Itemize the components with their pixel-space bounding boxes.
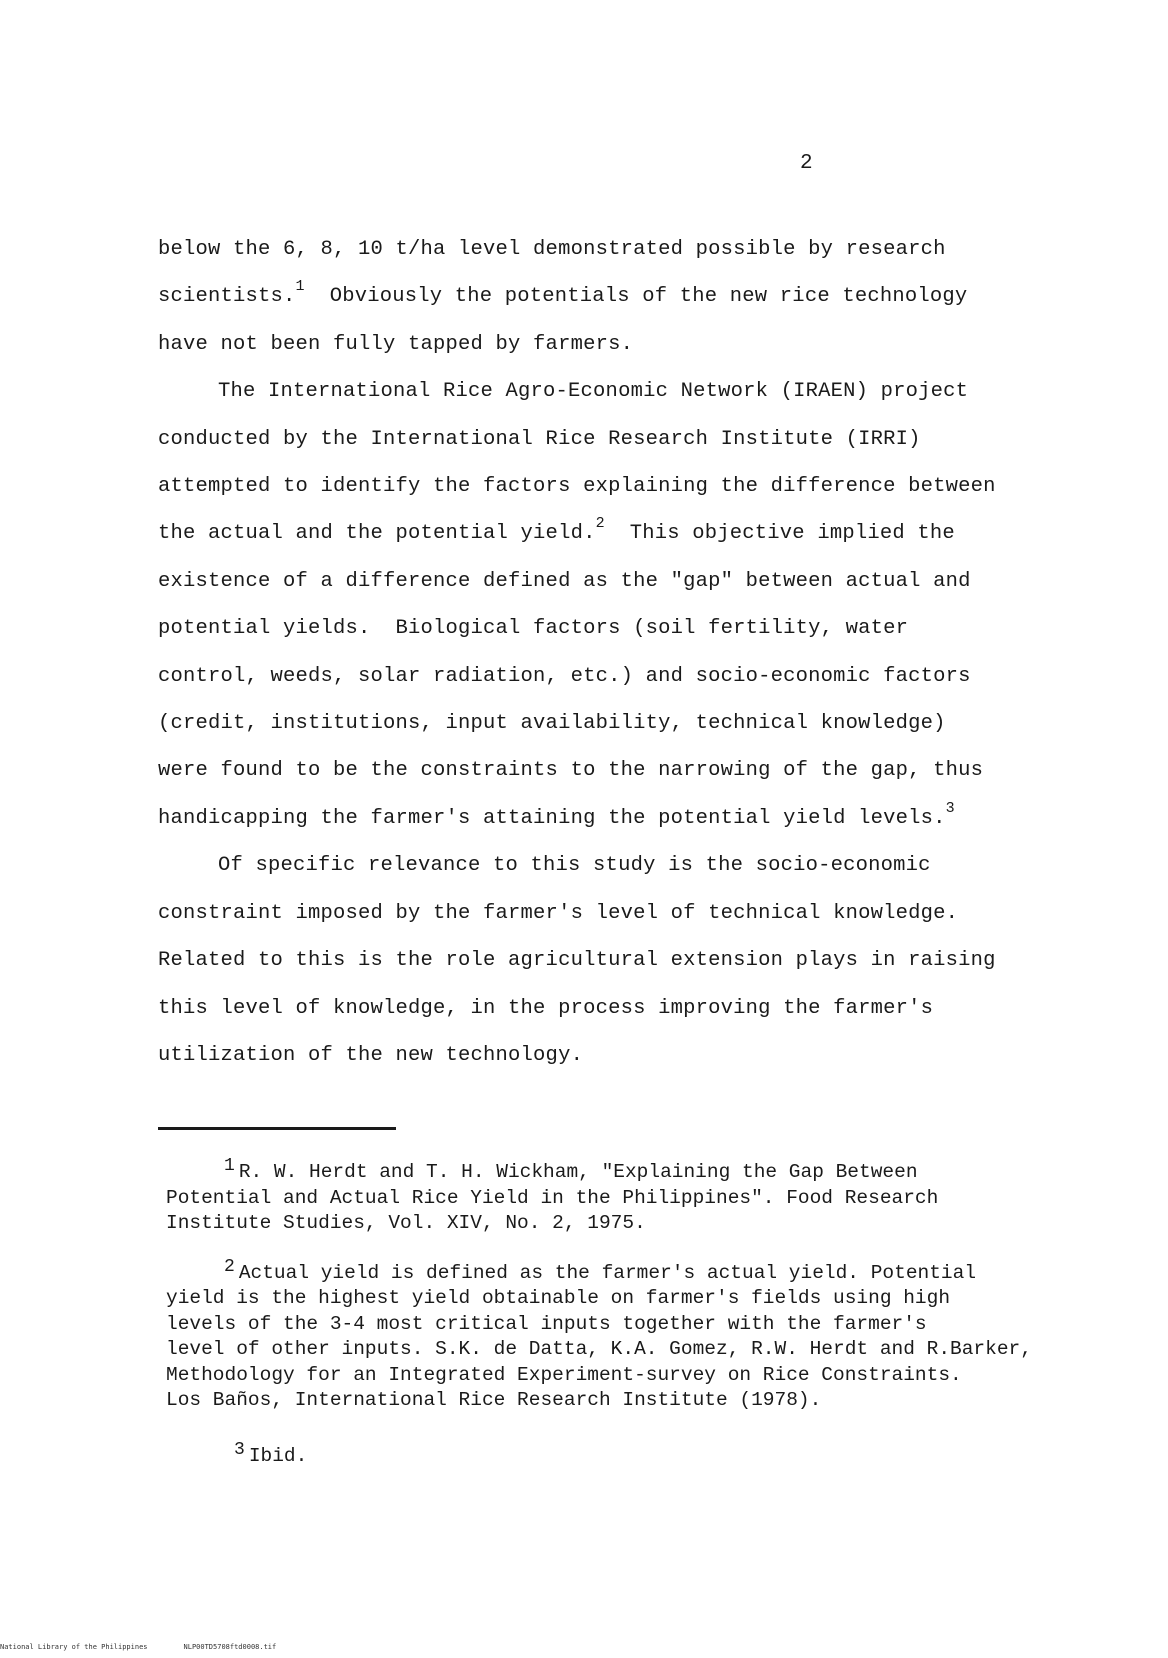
footnote-1: 1 R. W. Herdt and T. H. Wickham, "Explaining the Gap Between Potential and Actual Rice Yield in the Philippines". Food Research Institute Studies, Vol. XIV, No. 2, 1975. bbox=[166, 1156, 939, 1234]
paragraph-3: Of specific relevance to this study is the socio-economic constraint imposed by the farmer's level of technical knowledge. Related to this is the role agricultural extension plays in raising this level of knowledge, in the process improving the farmer's utilization of the new technology. bbox=[158, 854, 996, 1067]
footnote-2-number: 2 bbox=[224, 1256, 235, 1277]
footnote-ref-1: 1 bbox=[295, 278, 305, 296]
footnote-ref-3: 3 bbox=[945, 799, 955, 817]
footnote-3-number: 3 bbox=[234, 1439, 245, 1460]
paragraph-2: The International Rice Agro-Economic Network (IRAEN) project conducted by the International Rice Research Institute (IRRI) attempted to identify the factors explaining the difference between the actual and the potential yield.$^2$ This objective implied the existence of a difference defined as the "gap" between actual and potential yields. Biological factors (soil fertility, water control, weeds, solar radiation, etc.) and socio-economic factors (credit, institutions, input availability, technical knowledge) were found to be the constraints to the narrowing of the gap, thus handicapping the farmer's attaining the potential yield levels.$^3$ bbox=[158, 380, 996, 830]
footnote-rule bbox=[158, 1127, 396, 1130]
footnote-1-number: 1 bbox=[224, 1156, 235, 1176]
footnotes bbox=[166, 1156, 1046, 1493]
archive-label: National Library of the Philippines NLP00TD5708ftd0008.tif bbox=[0, 1643, 277, 1651]
footnote-ref-2: 2 bbox=[595, 515, 605, 533]
paragraph-1: below the 6, 8, 10 t/ha level demonstrated possible by research scientists.$^1$ Obviously the potentials of the new rice technology have not been fully tapped by farmers. bbox=[158, 238, 980, 356]
footnote-3: 3 Ibid. bbox=[234, 1439, 308, 1467]
footnote-2: 2 Actual yield is defined as the farmer's actual yield. Potential yield is the highest yield obtainable on farmer's fields using high levels of the 3-4 most critical inputs together with the farmer's level of other inputs. S.K. de Datta, K.A. Gomez, R.W. Herdt and R.Barker, Methodology for an Integrated Experiment-survey on Rice Constraints. Los Baños, International Rice Research Institute (1978). bbox=[166, 1256, 1032, 1411]
body-text bbox=[158, 226, 998, 1079]
page-number: 2 bbox=[800, 152, 813, 175]
